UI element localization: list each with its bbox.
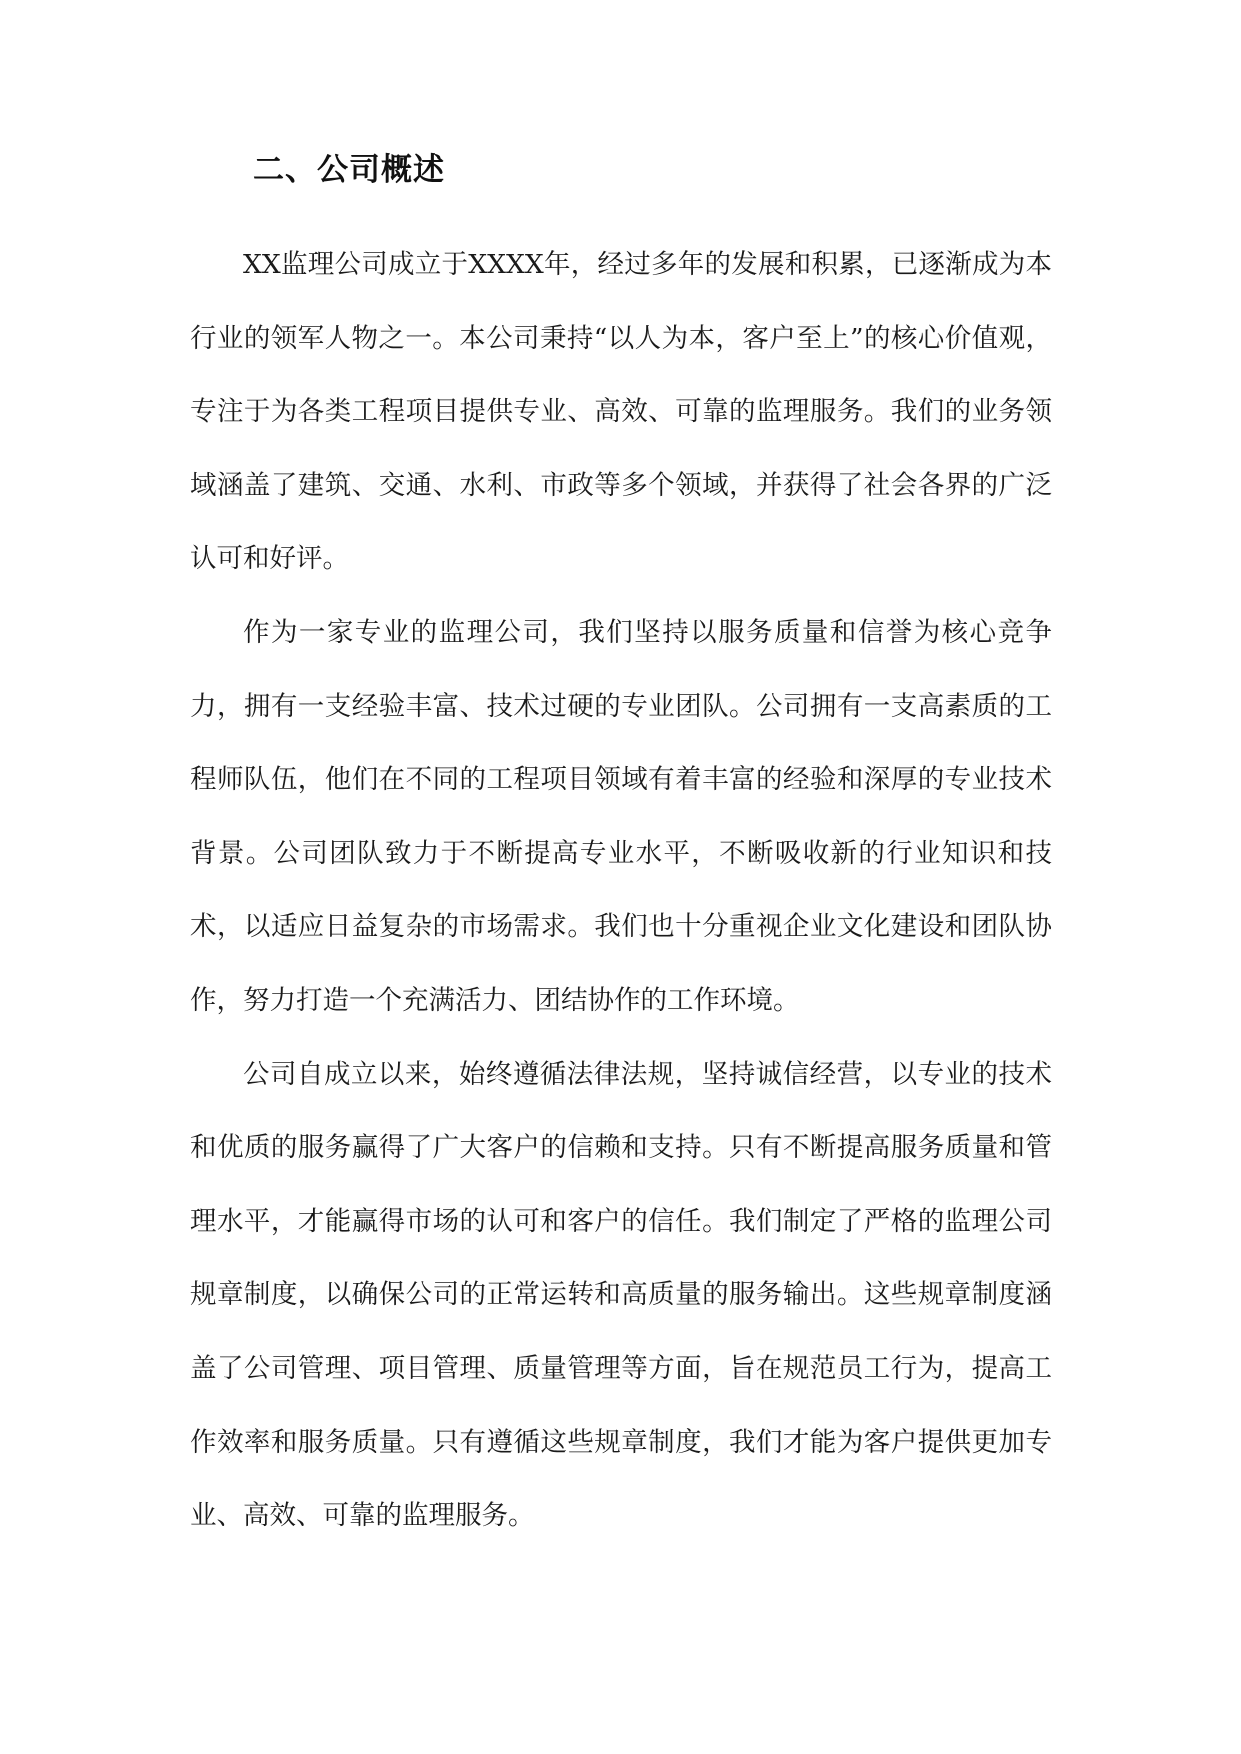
paragraph-1: XX监理公司成立于XXXX年，经过多年的发展和积累，已逐渐成为本行业的领军人物之一。本公司秉持“以人为本，客户至上”的核心价值观，专注于为各类工程项目提供专业、高效、可靠的监理服务。我们的业务领域涵盖了建筑、交通、水利、市政等多个领域，并获得了社会各界的广泛认可和好评。 <box>190 249 1052 575</box>
body-text <box>190 228 1052 1553</box>
paragraph-3: 公司自成立以来，始终遵循法律法规，坚持诚信经营，以专业的技术和优质的服务赢得了广大客户的信赖和支持。只有不断提高服务质量和管理水平，才能赢得市场的认可和客户的信任。我们制定了严格的监理公司规章制度，以确保公司的正常运转和高质量的服务输出。这些规章制度涵盖了公司管理、项目管理、质量管理等方面，旨在规范员工行为，提高工作效率和服务质量。只有遵循这些规章制度，我们才能为客户提供更加专业、高效、可靠的监理服务。 <box>190 1058 1052 1532</box>
paragraph-2: 作为一家专业的监理公司，我们坚持以服务质量和信誉为核心竞争力，拥有一支经验丰富、技术过硬的专业团队。公司拥有一支高素质的工程师队伍，他们在不同的工程项目领域有着丰富的经验和深厚的专业技术背景。公司团队致力于不断提高专业水平，不断吸收新的行业知识和技术，以适应日益复杂的市场需求。我们也十分重视企业文化建设和团队协作，努力打造一个充满活力、团结协作的工作环境。 <box>190 616 1052 1016</box>
section-heading: 二、公司概述 <box>253 152 445 188</box>
